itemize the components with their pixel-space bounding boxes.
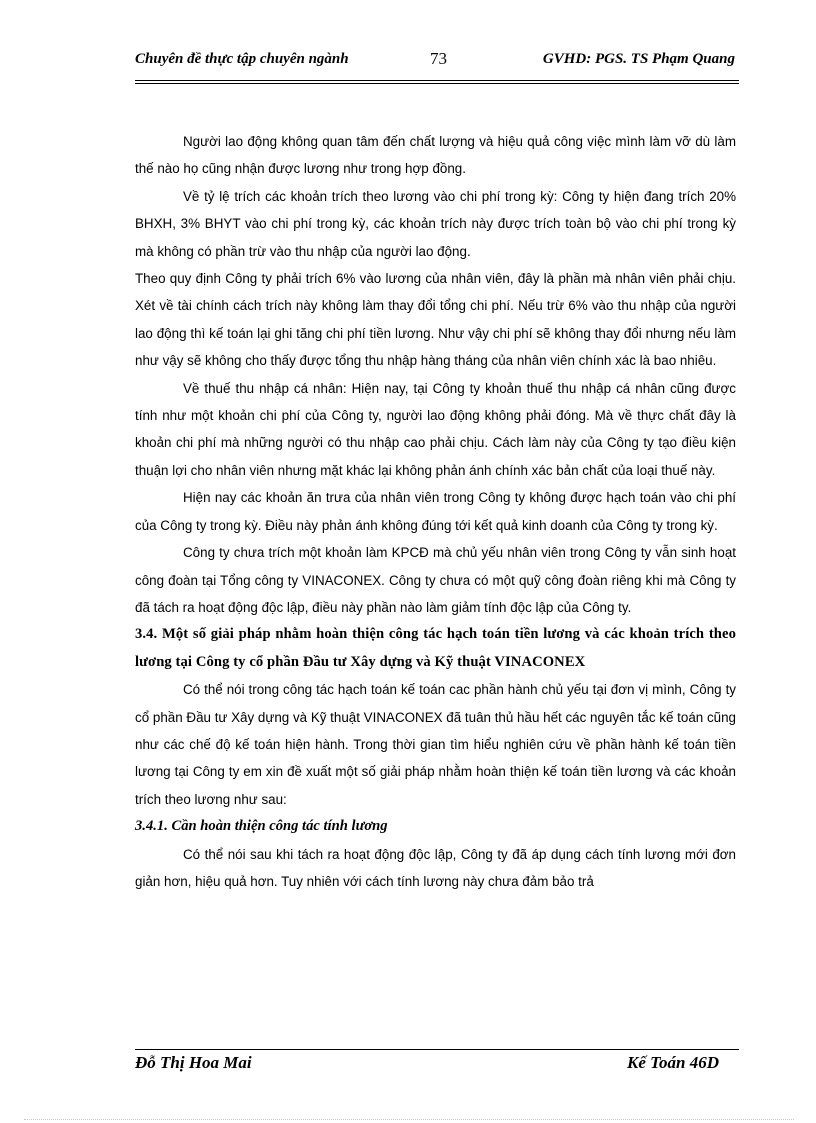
paragraph: Người lao động không quan tâm đến chất lượng và hiệu quả công việc mình làm vỡ dù làm thế nào họ cũng nhận được lương như trong hợp đồng. <box>135 134 736 177</box>
header-rule-bottom <box>135 83 739 84</box>
paragraph: Về tỷ lệ trích các khoản trích theo lương vào chi phí trong kỳ: Công ty hiện đang trích 20% BHXH, 3% BHYT vào chi phí trong kỳ, các khoản trích này được trích toàn bộ vào chi phí trong kỳ mà không có phần trừ vào thu nhập của người lao động. <box>135 188 736 259</box>
footer-author: Đỗ Thị Hoa Mai <box>135 1053 252 1072</box>
page-number: 73 <box>430 49 447 68</box>
page-header <box>135 49 739 71</box>
paragraph: Công ty chưa trích một khoản làm KPCĐ mà chủ yếu nhân viên trong Công ty vẫn sinh hoạt công đoàn tại Tổng công ty VINACONEX. Công ty chưa có một quỹ công đoàn riêng khi mà Công ty đã tách ra hoạt động độc lập, điều này phần nào làm giảm tính độc lập của Công ty. <box>135 545 736 615</box>
subsection-heading: 3.4.1. Cần hoàn thiện công tác tính lương <box>135 818 388 835</box>
page-body <box>135 128 736 895</box>
paragraph: Có thể nói sau khi tách ra hoạt động độc lập, Công ty đã áp dụng cách tính lương mới đơn giản hơn, hiệu quả hơn. Tuy nhiên với cách tính lương này chưa đảm bảo trả <box>135 846 736 889</box>
footer-class: Kế Toán 46D <box>627 1053 719 1072</box>
paragraph: Về thuế thu nhập cá nhân: Hiện nay, tại Công ty khoản thuế thu nhập cá nhân cũng được tính như một khoản chi phí của Công ty, người lao động không phải đóng. Mà về thực chất đây là khoản chi phí mà những người có thu nhập cao phải chịu. Cách làm này của Công ty tạo điều kiện thuận lợi cho nhân viên nhưng mặt khác lại không phản ánh chính xác bản chất của loại thuế này. <box>135 380 736 478</box>
header-supervisor: GVHD: PGS. TS Phạm Quang <box>542 51 735 67</box>
header-document-title: Chuyên đề thực tập chuyên ngành <box>135 51 349 67</box>
paragraph: Hiện nay các khoản ăn trưa của nhân viên trong Công ty không được hạch toán vào chi phí của Công ty trong kỳ. Điều này phản ánh không đúng tới kết quả kinh doanh của Công ty trong kỳ. <box>135 490 736 533</box>
footer-rule <box>135 1049 739 1050</box>
header-rule-top <box>135 80 739 81</box>
paragraph: Theo quy định Công ty phải trích 6% vào lương của nhân viên, đây là phần mà nhân viên phải chịu. Xét về tài chính cách trích này không làm thay đổi tổng chi phí. Nếu trừ 6% vào thu nhập của người lao động thì kế toán lại ghi tăng chi phí tiền lương. Như vậy chi phí sẽ không thay đổi nhưng nếu làm như vậy sẽ không cho thấy được tổng thu nhập hàng tháng của nhân viên chính xác là bao nhiêu. <box>135 271 736 369</box>
page-edge <box>24 1119 794 1120</box>
paragraph: Có thể nói trong công tác hạch toán kế toán cac phần hành chủ yếu tại đơn vị mình, Công ty cổ phần Đầu tư Xây dựng và Kỹ thuật VINACONEX đã tuân thủ hầu hết các nguyên tắc kế toán cũng như các chế độ kế toán hiện hành. Trong thời gian tìm hiểu nghiên cứu về phần hành kế toán tiền lương tại Công ty em xin đề xuất một số giải pháp nhằm hoàn thiện kế toán tiền lương và các khoản trích theo lương như sau: <box>135 682 736 807</box>
section-heading: 3.4. Một số giải pháp nhằm hoàn thiện công tác hạch toán tiền lương và các khoản trích theo lương tại Công ty cổ phần Đầu tư Xây dựng và Kỹ thuật VINACONEX <box>135 626 736 670</box>
